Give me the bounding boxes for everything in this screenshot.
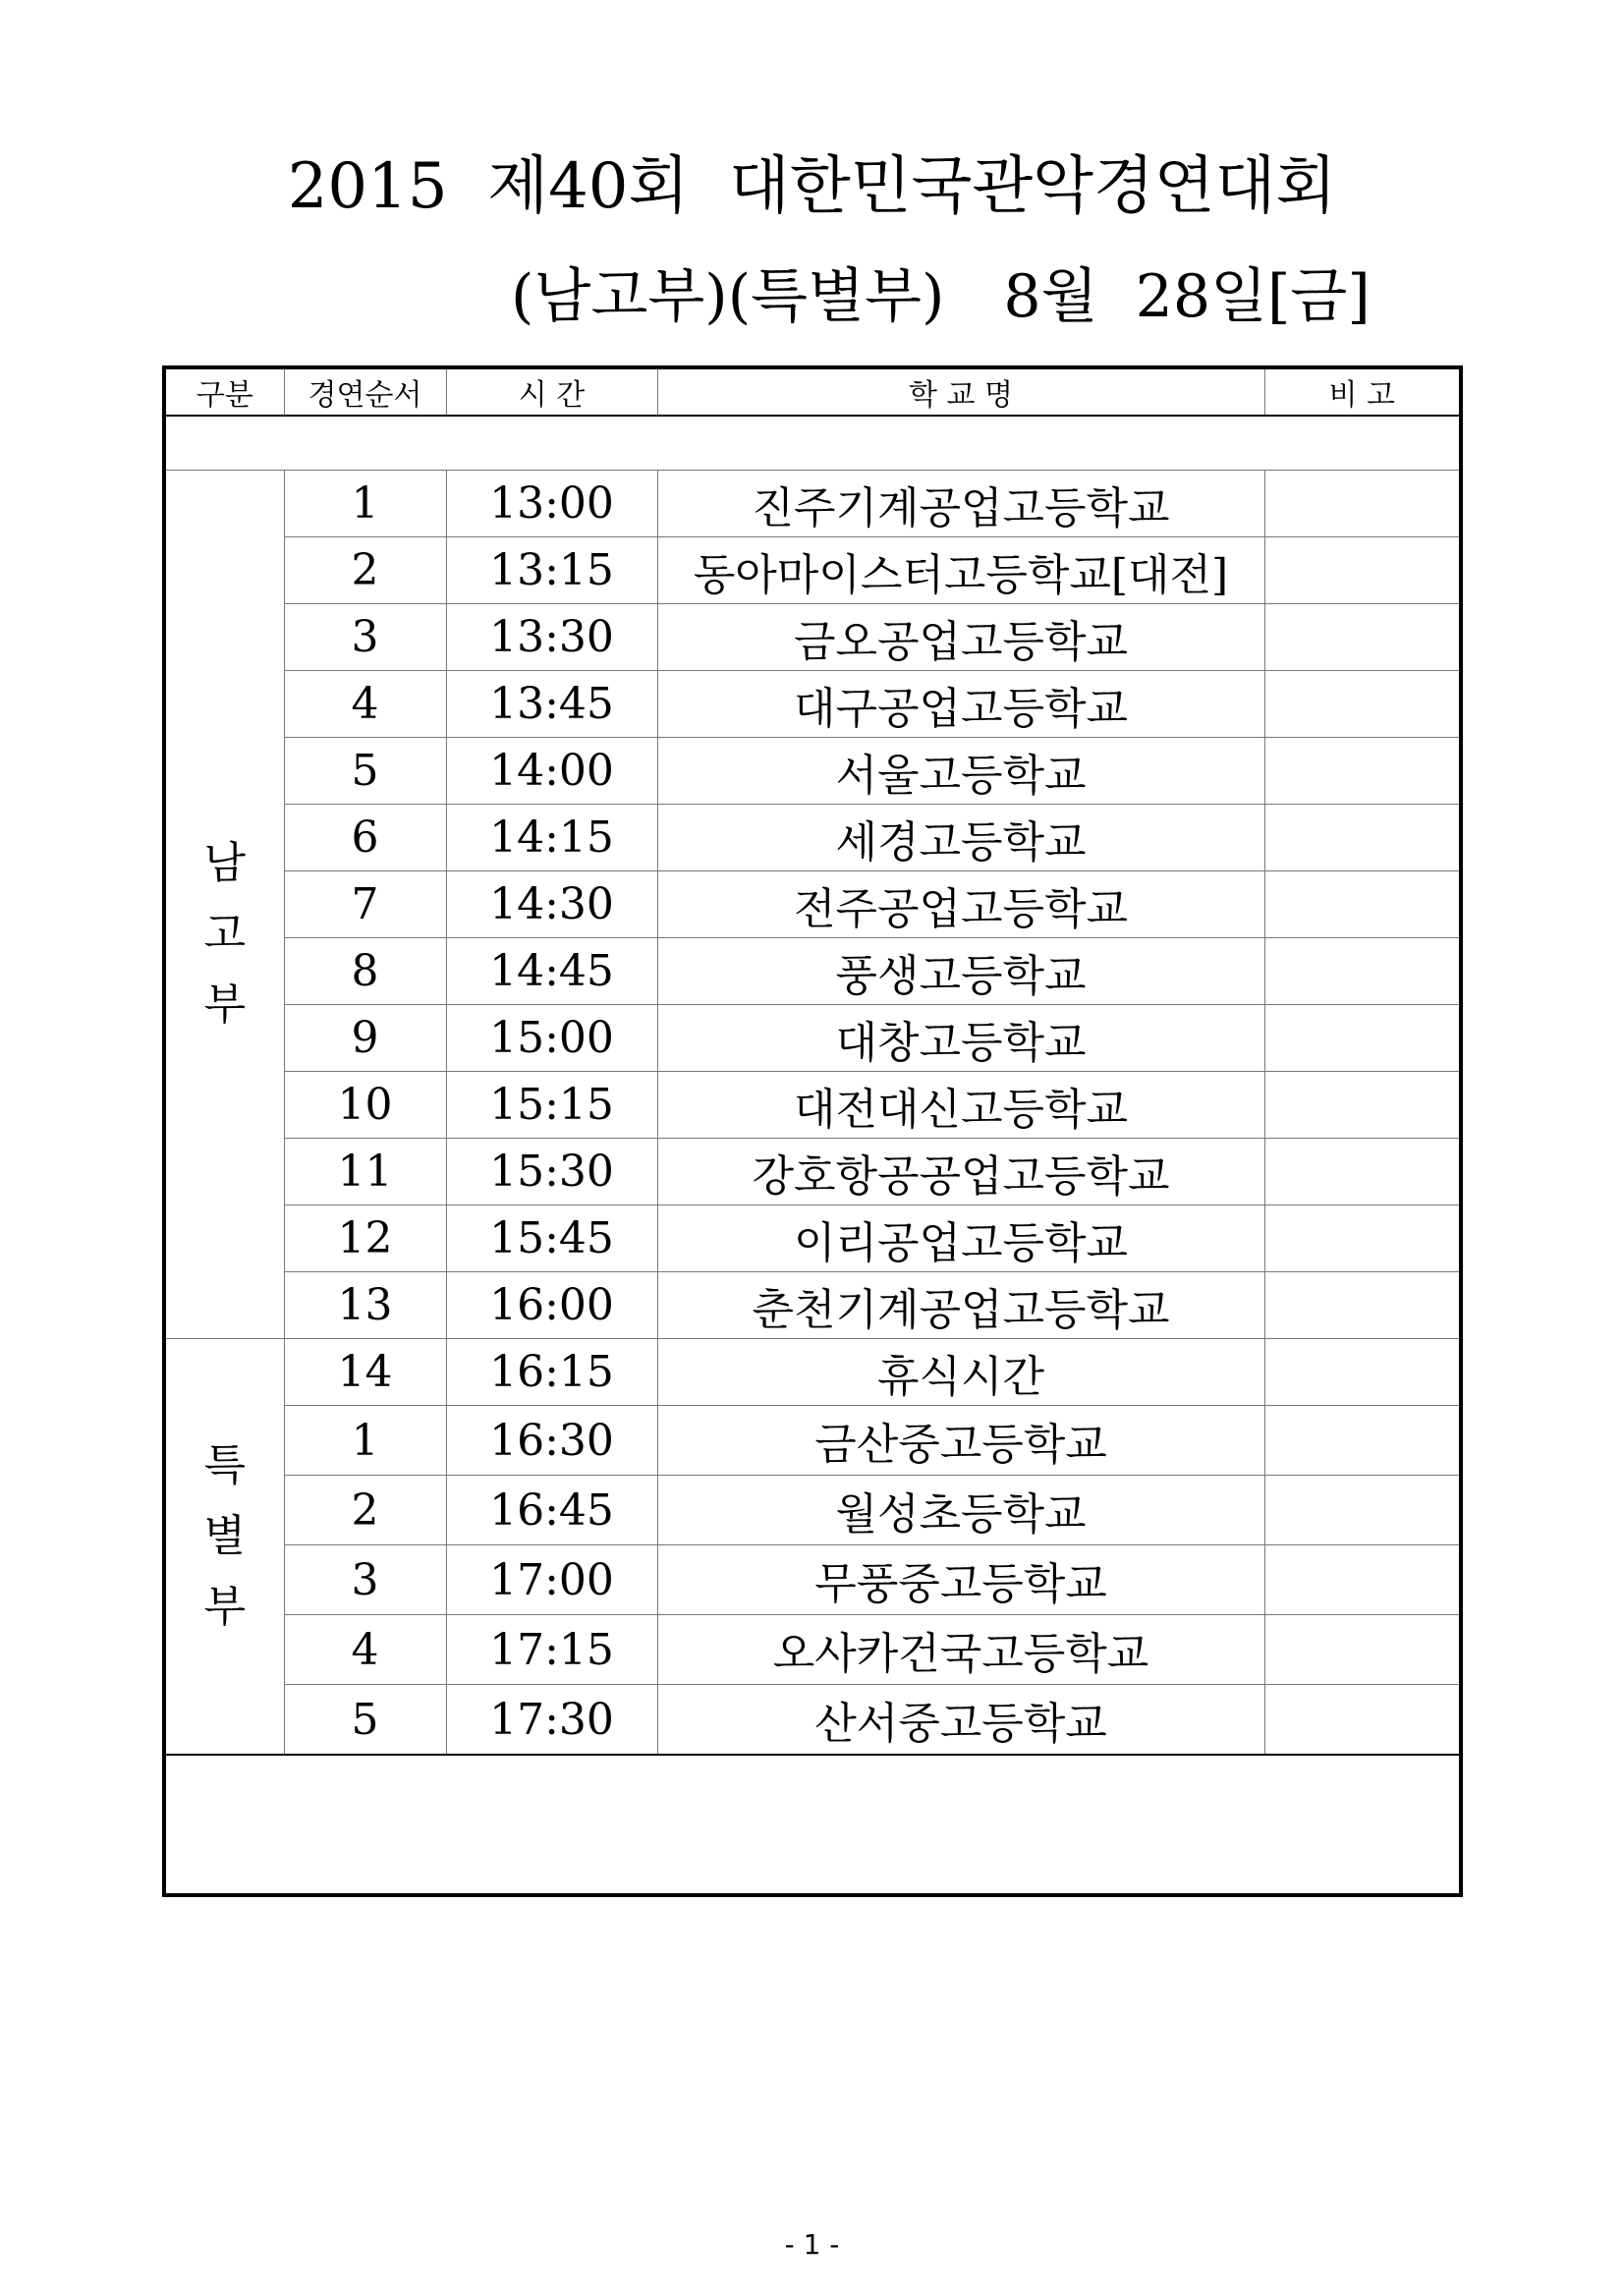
time-cell: 16:15: [446, 1339, 657, 1406]
order-cell: 7: [284, 871, 446, 938]
event-date: 8월 28일[금]: [1003, 262, 1371, 331]
note-cell: [1264, 805, 1461, 871]
note-cell: [1264, 738, 1461, 805]
order-cell: 3: [284, 604, 446, 671]
order-cell: 8: [284, 938, 446, 1005]
header-order: 경연순서: [284, 367, 446, 416]
order-cell: 2: [284, 1476, 446, 1545]
time-cell: 14:30: [446, 871, 657, 938]
note-cell: [1264, 1339, 1461, 1406]
spacer-cell: [164, 416, 1461, 471]
order-cell: 11: [284, 1139, 446, 1205]
school-cell: 대창고등학교: [657, 1005, 1264, 1072]
table-row: [164, 1272, 1461, 1339]
school-cell: 동아마이스터고등학교[대전]: [657, 537, 1264, 604]
header-time: 시 간: [446, 367, 657, 416]
note-cell: [1264, 1005, 1461, 1072]
division-char: 부: [203, 1582, 246, 1632]
spacer-cell: [164, 1755, 1461, 1895]
time-cell: 15:30: [446, 1139, 657, 1205]
note-cell: [1264, 1615, 1461, 1685]
school-cell: 금산중고등학교: [657, 1406, 1264, 1476]
time-cell: 17:30: [446, 1685, 657, 1756]
school-cell: 서울고등학교: [657, 738, 1264, 805]
table-row: [164, 1406, 1461, 1476]
school-cell: 대전대신고등학교: [657, 1072, 1264, 1139]
division-cell: [164, 1339, 284, 1756]
school-cell: 오사카건국고등학교: [657, 1615, 1264, 1685]
note-cell: [1264, 537, 1461, 604]
order-cell: 14: [284, 1339, 446, 1406]
table-row: [164, 738, 1461, 805]
time-cell: 17:15: [446, 1615, 657, 1685]
division-char: 고: [203, 908, 246, 959]
school-cell: 세경고등학교: [657, 805, 1264, 871]
division-char: 부: [203, 979, 246, 1030]
table-row: [164, 1205, 1461, 1272]
table-row: [164, 1615, 1461, 1685]
table-row: [164, 1072, 1461, 1139]
note-cell: [1264, 671, 1461, 738]
time-cell: 13:15: [446, 537, 657, 604]
time-cell: 13:45: [446, 671, 657, 738]
school-cell: 대구공업고등학교: [657, 671, 1264, 738]
document-subtitle: [511, 257, 1592, 336]
note-cell: [1264, 871, 1461, 938]
time-cell: 16:45: [446, 1476, 657, 1545]
school-cell: 강호항공공업고등학교: [657, 1139, 1264, 1205]
note-cell: [1264, 471, 1461, 537]
schedule-table: [162, 365, 1463, 1897]
school-cell: 휴식시간: [657, 1339, 1264, 1406]
order-cell: 10: [284, 1072, 446, 1139]
order-cell: 1: [284, 471, 446, 537]
time-cell: 15:15: [446, 1072, 657, 1139]
time-cell: 16:30: [446, 1406, 657, 1476]
time-cell: 15:00: [446, 1005, 657, 1072]
table-row: [164, 1685, 1461, 1756]
table-row: [164, 1139, 1461, 1205]
note-cell: [1264, 604, 1461, 671]
table-row: [164, 1545, 1461, 1615]
division-char: 별: [203, 1511, 246, 1561]
header-note: 비 고: [1264, 367, 1461, 416]
note-cell: [1264, 1205, 1461, 1272]
table-row: [164, 805, 1461, 871]
note-cell: [1264, 1272, 1461, 1339]
note-cell: [1264, 1139, 1461, 1205]
school-cell: 진주기계공업고등학교: [657, 471, 1264, 537]
school-cell: 무풍중고등학교: [657, 1545, 1264, 1615]
header-school: 학 교 명: [657, 367, 1264, 416]
division-label: (남고부)(특별부): [511, 262, 945, 331]
table-row: [164, 537, 1461, 604]
table-row: [164, 871, 1461, 938]
note-cell: [1264, 938, 1461, 1005]
note-cell: [1264, 1406, 1461, 1476]
table-row: [164, 938, 1461, 1005]
note-cell: [1264, 1545, 1461, 1615]
note-cell: [1264, 1476, 1461, 1545]
page-number: - 1 -: [784, 2228, 840, 2261]
school-cell: 풍생고등학교: [657, 938, 1264, 1005]
time-cell: 13:00: [446, 471, 657, 537]
time-cell: 15:45: [446, 1205, 657, 1272]
order-cell: 4: [284, 671, 446, 738]
time-cell: 14:45: [446, 938, 657, 1005]
order-cell: 2: [284, 537, 446, 604]
note-cell: [1264, 1685, 1461, 1756]
order-cell: 3: [284, 1545, 446, 1615]
time-cell: 17:00: [446, 1545, 657, 1615]
division-char: 특: [203, 1440, 246, 1490]
order-cell: 9: [284, 1005, 446, 1072]
table-row: [164, 1476, 1461, 1545]
school-cell: 이리공업고등학교: [657, 1205, 1264, 1272]
note-cell: [1264, 1072, 1461, 1139]
school-cell: 월성초등학교: [657, 1476, 1264, 1545]
division-char: 남: [203, 837, 246, 888]
school-cell: 산서중고등학교: [657, 1685, 1264, 1756]
time-cell: 13:30: [446, 604, 657, 671]
table-row: [164, 1005, 1461, 1072]
order-cell: 13: [284, 1272, 446, 1339]
time-cell: 16:00: [446, 1272, 657, 1339]
table-row: [164, 604, 1461, 671]
spacer-row: [164, 1755, 1461, 1895]
school-cell: 춘천기계공업고등학교: [657, 1272, 1264, 1339]
order-cell: 12: [284, 1205, 446, 1272]
spacer-row: [164, 416, 1461, 471]
table-row: [164, 671, 1461, 738]
time-cell: 14:00: [446, 738, 657, 805]
order-cell: 5: [284, 1685, 446, 1756]
order-cell: 6: [284, 805, 446, 871]
table-row: [164, 1339, 1461, 1406]
table-row: [164, 471, 1461, 537]
order-cell: 1: [284, 1406, 446, 1476]
order-cell: 4: [284, 1615, 446, 1685]
division-cell: [164, 471, 284, 1339]
school-cell: 전주공업고등학교: [657, 871, 1264, 938]
header-row: [164, 367, 1461, 416]
header-division: 구분: [164, 367, 284, 416]
document-title: 2015 제40회 대한민국관악경연대회: [287, 150, 1337, 223]
school-cell: 금오공업고등학교: [657, 604, 1264, 671]
order-cell: 5: [284, 738, 446, 805]
time-cell: 14:15: [446, 805, 657, 871]
